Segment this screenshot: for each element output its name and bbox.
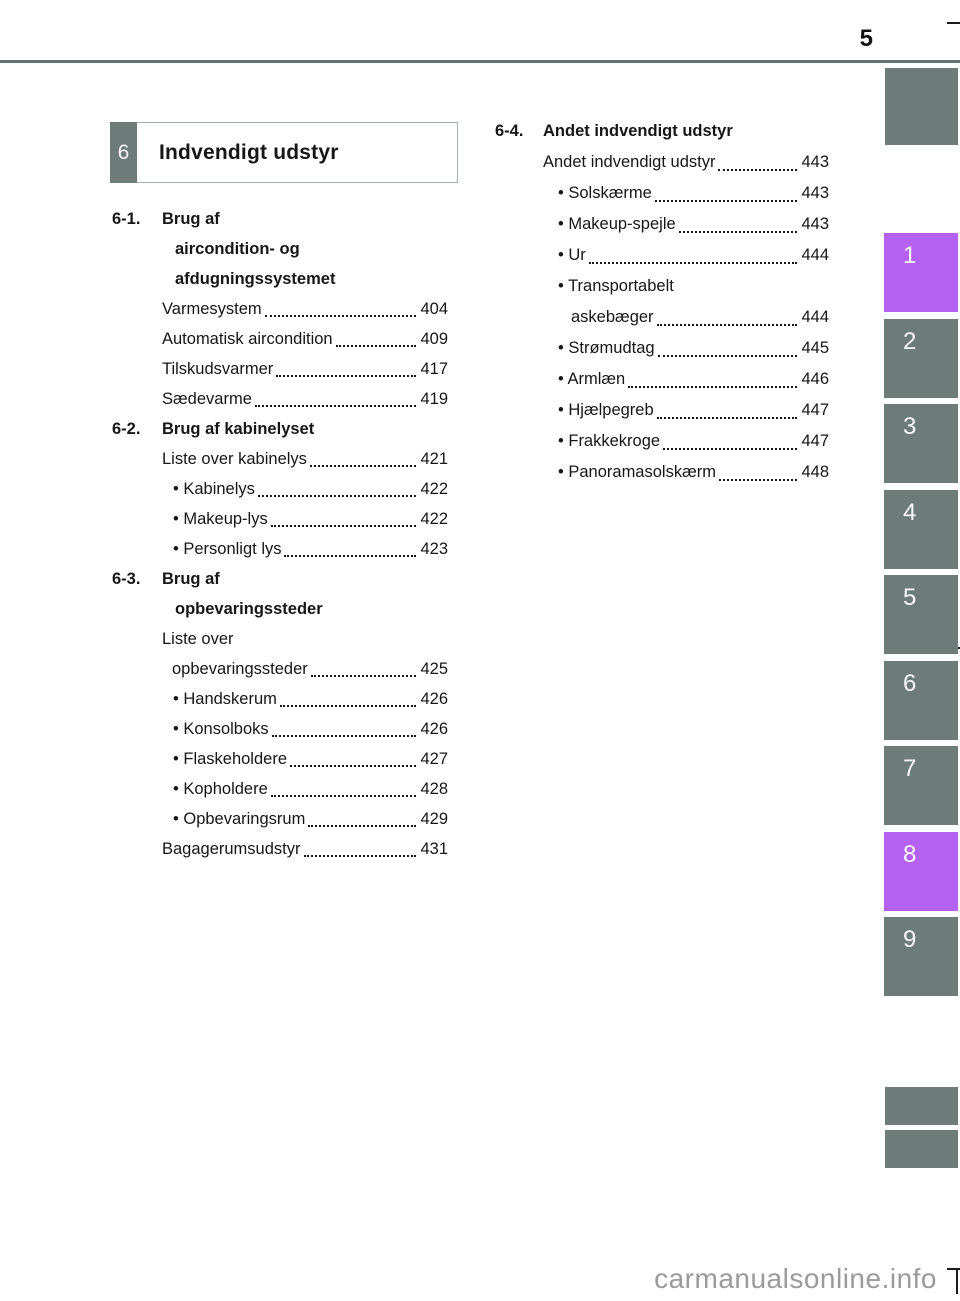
dot-leader bbox=[284, 534, 416, 564]
dot-leader bbox=[657, 302, 798, 333]
page-number: 5 bbox=[859, 25, 873, 52]
section-heading bbox=[112, 564, 448, 594]
toc-entry-label: • Kabinelys bbox=[173, 480, 255, 498]
toc-entry-label: Varmesystem bbox=[162, 300, 262, 318]
print-mark-bottom-tick bbox=[947, 1268, 960, 1270]
toc-entry-line2 bbox=[112, 654, 448, 684]
dot-leader bbox=[272, 714, 417, 744]
section-heading bbox=[112, 204, 448, 234]
toc-entry bbox=[112, 294, 448, 324]
section-number: 6-2. bbox=[112, 420, 141, 438]
toc-column-right bbox=[495, 116, 829, 488]
toc-entry bbox=[112, 714, 448, 744]
toc-entry-page: 404 bbox=[420, 300, 448, 318]
watermark: carmanualsonline.info bbox=[654, 1263, 937, 1294]
toc-entry-label: • Makeup-spejle bbox=[558, 215, 676, 233]
toc-entry-label: Automatisk aircondition bbox=[162, 330, 333, 348]
toc-entry-page: 447 bbox=[801, 401, 829, 419]
toc-section bbox=[112, 414, 448, 564]
dot-leader bbox=[679, 209, 798, 240]
toc-entry bbox=[112, 384, 448, 414]
toc-entry-page: 423 bbox=[420, 540, 448, 558]
toc-entry-label: • Konsolboks bbox=[173, 720, 269, 738]
side-tab-label: 9 bbox=[903, 926, 917, 953]
toc-entry-line2 bbox=[495, 302, 829, 333]
dot-leader bbox=[628, 364, 797, 395]
edge-tab-blank-bottom-1 bbox=[885, 1087, 958, 1125]
section-title-continued: opbevaringssteder bbox=[175, 600, 323, 618]
side-tab-label: 8 bbox=[903, 840, 917, 868]
toc-entry bbox=[112, 774, 448, 804]
toc-entry-label: opbevaringssteder bbox=[172, 660, 308, 678]
toc-entry bbox=[112, 744, 448, 774]
toc-entry-page: 422 bbox=[420, 510, 448, 528]
section-heading bbox=[112, 414, 448, 444]
toc-entry bbox=[495, 209, 829, 240]
side-tab-label: 6 bbox=[903, 669, 917, 697]
dot-leader bbox=[719, 457, 797, 488]
toc-entry-page: 417 bbox=[420, 360, 448, 378]
edge-tab-blank-bottom-2 bbox=[885, 1130, 958, 1168]
side-tab-3 bbox=[884, 404, 958, 483]
side-tab-5 bbox=[884, 575, 958, 654]
toc-entry bbox=[495, 147, 829, 178]
toc-entry-label: Andet indvendigt udstyr bbox=[543, 153, 716, 171]
print-mark-bottom-vert bbox=[956, 1268, 958, 1294]
toc-entry bbox=[112, 804, 448, 834]
dot-leader bbox=[336, 324, 417, 354]
toc-entry bbox=[112, 444, 448, 474]
toc-entry-label: • Kopholdere bbox=[173, 780, 268, 798]
toc-entry-page: 443 bbox=[801, 215, 829, 233]
toc-entry-label: Bagagerumsudstyr bbox=[162, 840, 301, 858]
dot-leader bbox=[663, 426, 797, 457]
toc-entry-page: 425 bbox=[420, 660, 448, 678]
toc-entry-page: 426 bbox=[420, 720, 448, 738]
side-tab-label: 3 bbox=[903, 413, 917, 440]
toc-entry-page: 445 bbox=[801, 339, 829, 357]
dot-leader bbox=[258, 474, 417, 504]
dot-leader bbox=[290, 744, 416, 774]
toc-entry-page: 427 bbox=[420, 750, 448, 768]
side-tab-label: 7 bbox=[903, 755, 917, 782]
toc-entry bbox=[112, 474, 448, 504]
toc-entry bbox=[112, 534, 448, 564]
toc-entry-label: Liste over kabinelys bbox=[162, 450, 307, 468]
toc-entry-line1: • Transportabelt bbox=[558, 277, 674, 295]
section-number: 6-4. bbox=[495, 122, 524, 140]
toc-entry-label: • Opbevaringsrum bbox=[173, 810, 306, 828]
header-rule bbox=[0, 60, 960, 63]
section-title: Brug af bbox=[162, 570, 220, 588]
side-tab-2 bbox=[884, 319, 958, 398]
toc-entry bbox=[495, 240, 829, 271]
toc-entry-label: • Ur bbox=[558, 246, 586, 264]
dot-leader bbox=[265, 294, 417, 324]
section-title-continued: aircondition- og bbox=[175, 240, 300, 258]
dot-leader bbox=[311, 654, 417, 684]
toc-column-left bbox=[112, 204, 448, 864]
toc-entry-label: • Personligt lys bbox=[173, 540, 282, 558]
toc-entry-page: 422 bbox=[420, 480, 448, 498]
toc-entry-page: 446 bbox=[801, 370, 829, 388]
toc-entry-page: 419 bbox=[420, 390, 448, 408]
chapter-title: Indvendigt udstyr bbox=[137, 122, 458, 183]
dot-leader bbox=[310, 444, 417, 474]
side-tab-4 bbox=[884, 490, 958, 569]
toc-entry-page: 444 bbox=[801, 246, 829, 264]
section-title: Brug af kabinelyset bbox=[162, 420, 315, 438]
toc-entry bbox=[112, 324, 448, 354]
side-tab-label: 2 bbox=[903, 327, 917, 355]
toc-entry bbox=[112, 504, 448, 534]
toc-entry-label: • Armlæn bbox=[558, 370, 626, 388]
dot-leader bbox=[276, 354, 416, 384]
toc-entry-label: • Flaskeholdere bbox=[173, 750, 288, 768]
toc-entry bbox=[112, 684, 448, 714]
toc-entry-line1: Liste over bbox=[162, 630, 234, 648]
side-tab-6 bbox=[884, 661, 958, 740]
chapter-header bbox=[110, 122, 458, 183]
toc-entry-page: 443 bbox=[801, 184, 829, 202]
toc-entry-label: Sædevarme bbox=[162, 390, 252, 408]
toc-entry-label: • Hjælpegreb bbox=[558, 401, 654, 419]
toc-entry-page: 421 bbox=[420, 450, 448, 468]
toc-entry-label: • Panoramasolskærm bbox=[558, 463, 716, 481]
toc-section bbox=[112, 564, 448, 864]
toc-entry-label: Tilskudsvarmer bbox=[162, 360, 274, 378]
side-tab-label: 5 bbox=[903, 584, 917, 611]
side-tab-7 bbox=[884, 746, 958, 825]
toc-entry-label: • Solskærme bbox=[558, 184, 652, 202]
toc-entry bbox=[495, 395, 829, 426]
section-title: Andet indvendigt udstyr bbox=[543, 122, 733, 140]
dot-leader bbox=[255, 384, 417, 414]
toc-entry bbox=[495, 178, 829, 209]
dot-leader bbox=[589, 240, 798, 271]
toc-entry-page: 426 bbox=[420, 690, 448, 708]
toc-entry-page: 447 bbox=[801, 432, 829, 450]
dot-leader bbox=[655, 178, 798, 209]
toc-entry-label: askebæger bbox=[571, 308, 654, 326]
dot-leader bbox=[657, 395, 798, 426]
toc-entry-label: • Frakkekroge bbox=[558, 432, 661, 450]
side-tab-label: 4 bbox=[903, 498, 917, 526]
toc-entry-page: 444 bbox=[801, 308, 829, 326]
section-number: 6-3. bbox=[112, 570, 141, 588]
print-mark-top-right bbox=[947, 22, 960, 24]
toc-entry-label: • Handskerum bbox=[173, 690, 277, 708]
dot-leader bbox=[718, 147, 797, 178]
toc-entry bbox=[495, 426, 829, 457]
toc-entry-page: 431 bbox=[420, 840, 448, 858]
section-number: 6-1. bbox=[112, 210, 141, 228]
toc-entry-label: • Strømudtag bbox=[558, 339, 655, 357]
section-title: Brug af bbox=[162, 210, 220, 228]
side-tab-label: 1 bbox=[903, 242, 917, 269]
toc-section bbox=[112, 204, 448, 414]
toc-section bbox=[495, 116, 829, 488]
section-heading bbox=[495, 116, 829, 147]
dot-leader bbox=[280, 684, 417, 714]
toc-entry-page: 448 bbox=[801, 463, 829, 481]
dot-leader bbox=[271, 504, 417, 534]
toc-entry bbox=[112, 354, 448, 384]
toc-entry bbox=[495, 457, 829, 488]
side-tab-9 bbox=[884, 917, 958, 996]
toc-entry-label: • Makeup-lys bbox=[173, 510, 268, 528]
toc-entry bbox=[495, 364, 829, 395]
toc-entry bbox=[112, 834, 448, 864]
side-tab-1 bbox=[884, 233, 958, 312]
edge-tab-blank-top bbox=[885, 68, 958, 145]
dot-leader bbox=[271, 774, 417, 804]
toc-entry-page: 428 bbox=[420, 780, 448, 798]
toc-entry-page: 443 bbox=[801, 153, 829, 171]
toc-entry-page: 429 bbox=[420, 810, 448, 828]
dot-leader bbox=[308, 804, 416, 834]
section-title-continued: afdugningssystemet bbox=[175, 270, 336, 288]
toc-entry-page: 409 bbox=[420, 330, 448, 348]
dot-leader bbox=[658, 333, 798, 364]
toc-entry bbox=[495, 333, 829, 364]
side-tab-8 bbox=[884, 832, 958, 911]
dot-leader bbox=[304, 834, 417, 864]
chapter-number-badge: 6 bbox=[110, 122, 137, 183]
